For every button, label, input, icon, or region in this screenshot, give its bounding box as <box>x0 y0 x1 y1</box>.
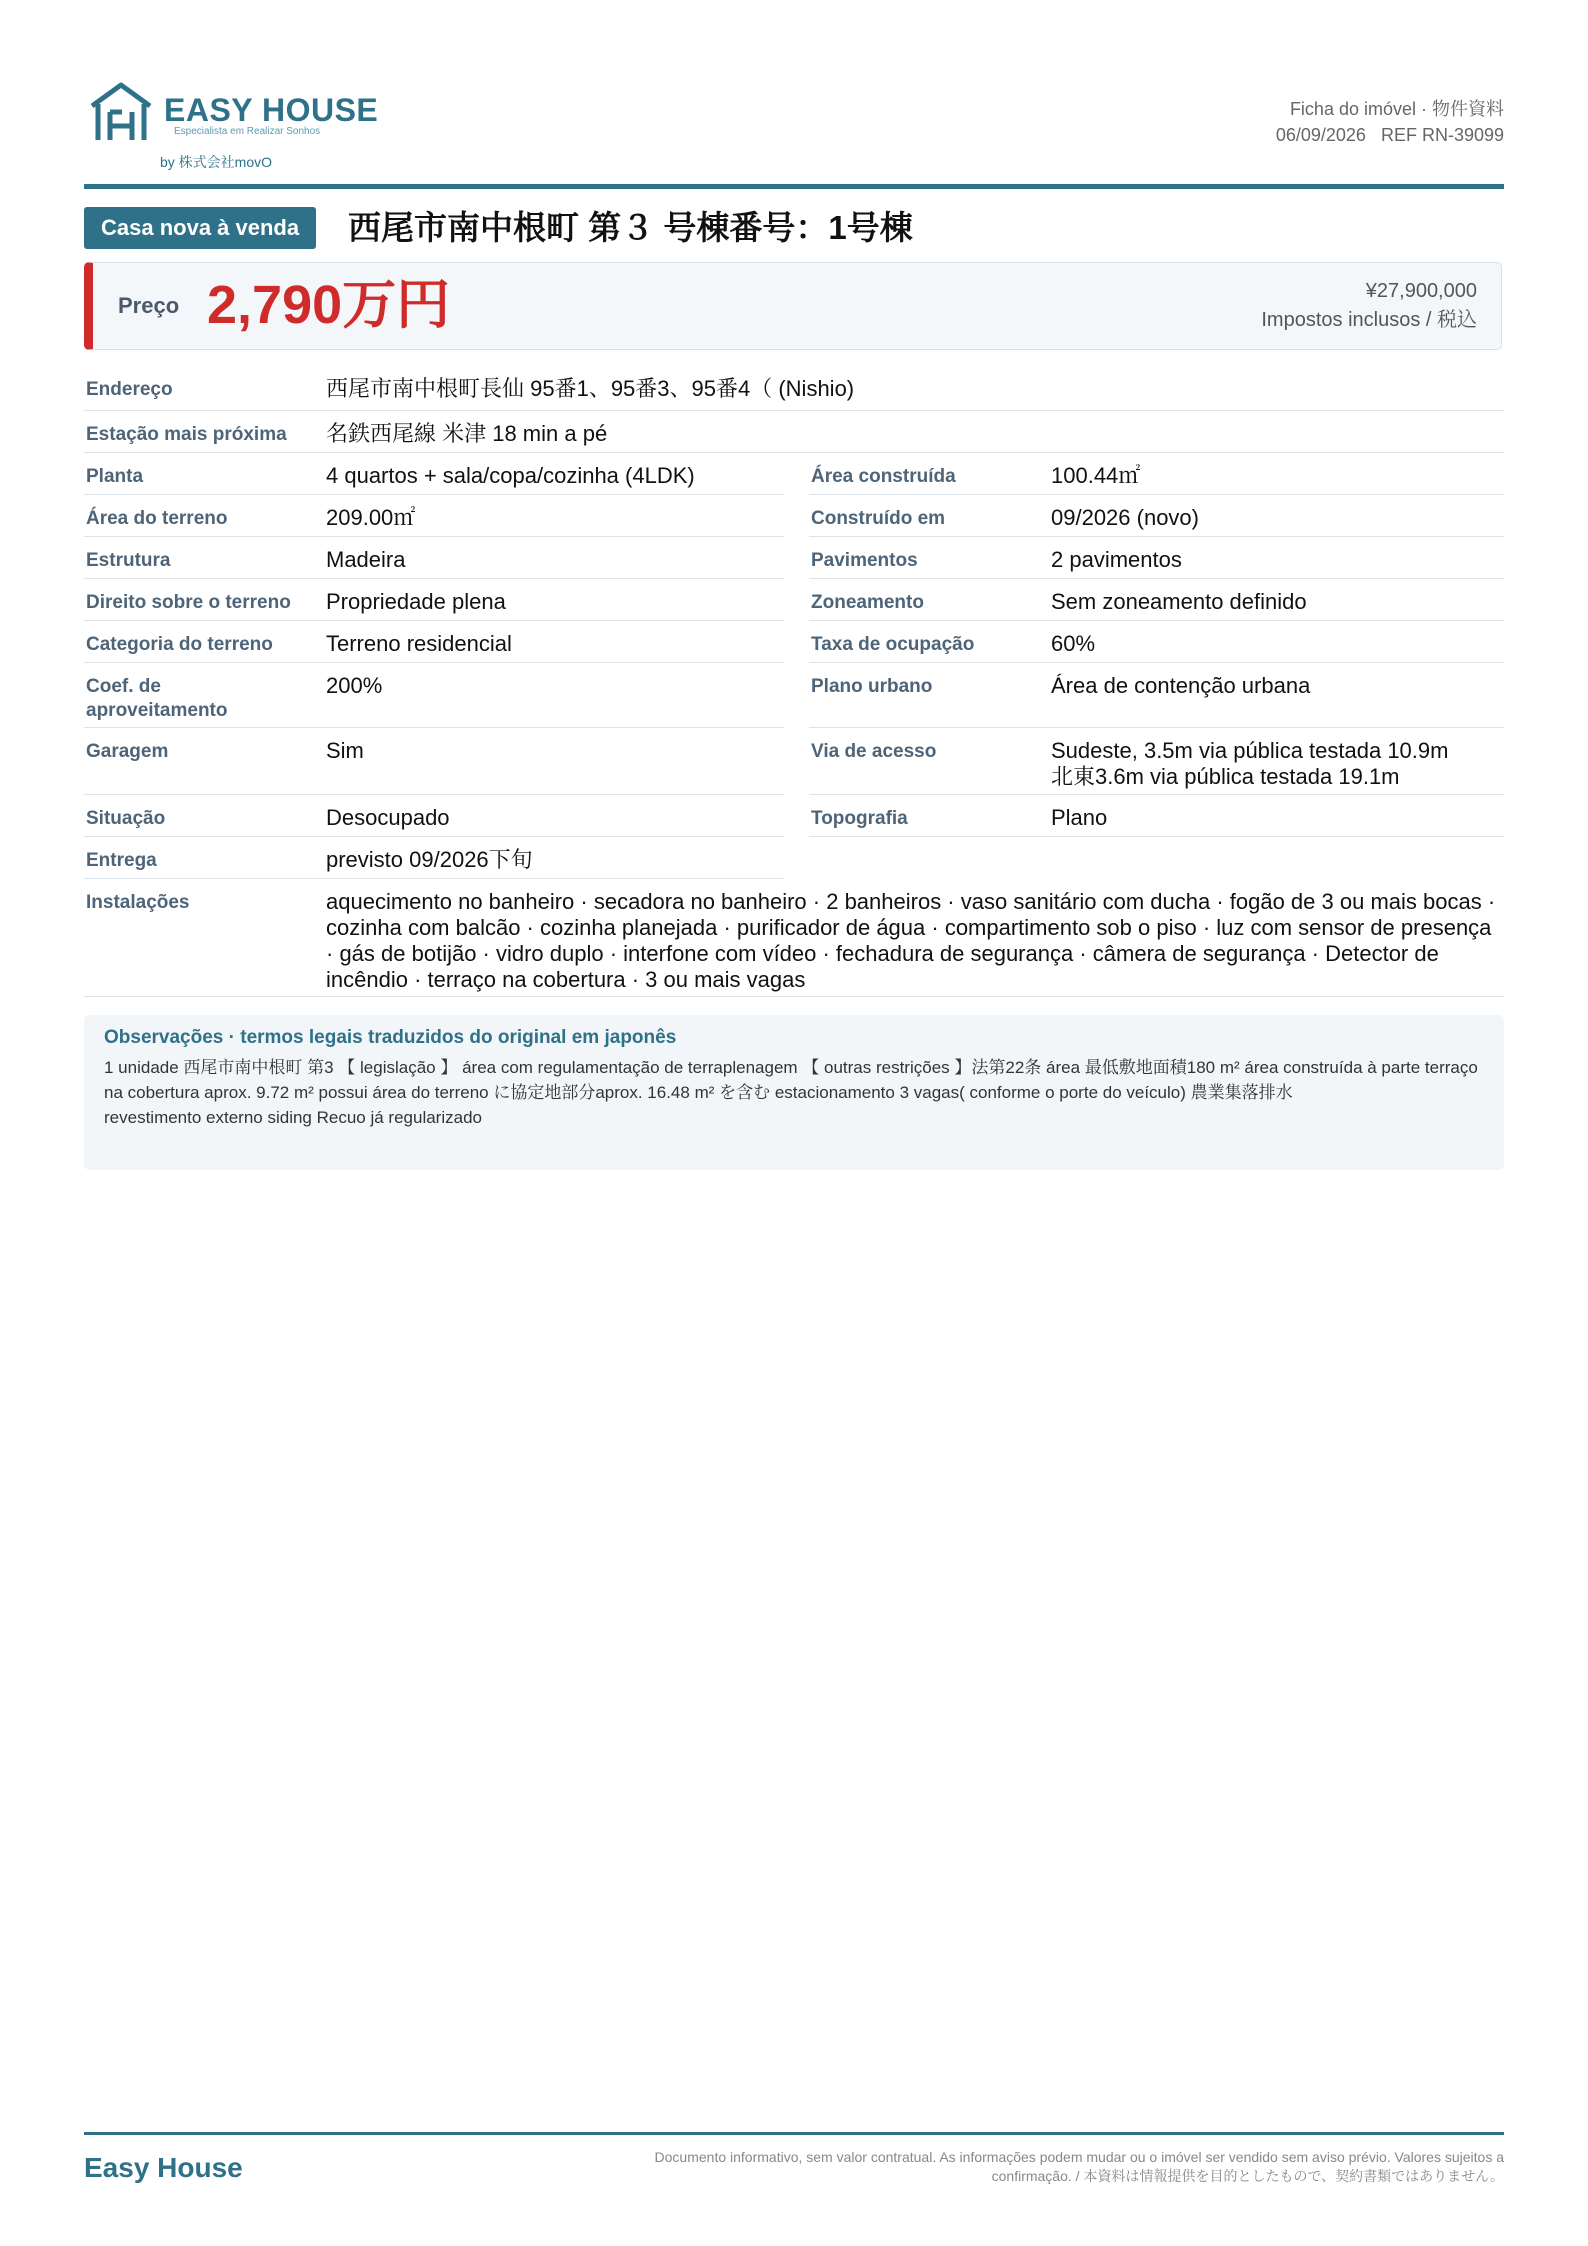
spec-label: Coef. de aproveitamento <box>86 676 228 721</box>
spec-label: Construído em <box>811 508 946 529</box>
spec-value: previsto 09/2026下旬 <box>326 847 533 872</box>
document-date: 06/09/2026 <box>1275 125 1366 145</box>
spec-value: 2 pavimentos <box>1051 547 1182 572</box>
spec-value: Desocupado <box>326 805 450 830</box>
spec-row-status <box>84 795 784 837</box>
spec-label: Zoneamento <box>811 592 924 613</box>
header <box>84 78 1504 186</box>
spec-row-floors <box>809 537 1504 579</box>
spec-label: Taxa de ocupação <box>811 634 975 655</box>
logo-tagline: Especialista em Realizar Sonhos <box>174 126 321 137</box>
price-tax-note: Impostos inclusos / 税込 <box>1261 309 1477 331</box>
spec-value: 名鉄西尾線 米津 18 min a pé <box>326 421 608 446</box>
spec-row-urban-plan <box>809 663 1504 728</box>
spec-label: Garagem <box>86 741 169 762</box>
spec-value: 09/2026 (novo) <box>1051 505 1199 530</box>
spec-label: Instalações <box>86 892 190 913</box>
spec-value: Propriedade plena <box>326 589 506 614</box>
spec-value: 100.44㎡ <box>1051 463 1141 488</box>
spec-row-structure <box>84 537 784 579</box>
spec-label: Área do terreno <box>86 508 228 529</box>
footer-disclaimer: Documento informativo, sem valor contratual. As informações podem mudar ou o imóvel ser vendido sem aviso prévio. Valores sujeitos a confirmação. / 本資料は情報提供を目的としたもので、契約書類ではありません。 <box>654 2149 1504 2184</box>
spec-value: aquecimento no banheiro · secadora no banheiro · 2 banheiros · vaso sanitário com ducha · fogão de 3 ou mais bocas · cozinha com balcão · cozinha planejada · purificador de água · compartimento sob o piso · luz com sensor de presença · gás de botijão · vidro duplo · interfone com vídeo · fechadura de segurança · câmera de segurança · Detector de incêndio · terraço na cobertura · 3 ou mais vagas <box>326 889 1496 992</box>
spec-label: Categoria do terreno <box>86 634 273 655</box>
spec-value: Área de contenção urbana <box>1051 673 1311 698</box>
listing-type-badge: Casa nova à venda <box>84 207 316 249</box>
spec-value: Sem zoneamento definido <box>1051 589 1307 614</box>
price-value: 2,790万円 <box>207 275 451 335</box>
title-row <box>84 207 1504 251</box>
spec-row-garage <box>84 728 784 795</box>
spec-value: Plano <box>1051 805 1108 830</box>
notes-line: revestimento externo siding Recuo já regularizado <box>104 1108 482 1127</box>
notes-title: Observações · termos legais traduzidos do original em japonês <box>104 1027 677 1048</box>
spec-value: Sim <box>326 738 364 763</box>
spec-row-layout <box>84 453 784 495</box>
spec-row-station <box>84 411 1504 453</box>
row-divider <box>809 836 1504 837</box>
spec-label: Plano urbano <box>811 676 933 697</box>
row-divider <box>84 996 1504 997</box>
house-logo-icon <box>88 82 154 142</box>
spec-row-built-in <box>809 495 1504 537</box>
logo-company: by 株式会社movO <box>160 154 273 170</box>
spec-row-address <box>84 366 1504 411</box>
spec-value: 200% <box>326 673 383 698</box>
footer-brand: Easy House <box>84 2152 243 2183</box>
document-type: Ficha do imóvel · 物件資料 <box>1289 99 1504 119</box>
spec-value: 209.00㎡ <box>326 505 416 530</box>
spec-label: Direito sobre o terreno <box>86 592 291 613</box>
property-title: 西尾市南中根町 第３ 号棟番号：1号棟 <box>348 209 913 246</box>
logo <box>88 82 428 182</box>
property-sheet <box>84 0 1504 2246</box>
price-yen: ¥27,900,000 <box>1365 280 1477 302</box>
spec-value: Madeira <box>326 547 406 572</box>
spec-row-land-category <box>84 621 784 663</box>
date-ref <box>1276 122 1504 148</box>
spec-value: Terreno residencial <box>326 631 512 656</box>
price-label: Preço <box>118 293 180 318</box>
spec-row-zoning <box>809 579 1504 621</box>
notes-box <box>84 1015 1504 1170</box>
spec-label: Estrutura <box>86 550 171 571</box>
spec-row-delivery <box>84 837 784 879</box>
document-meta <box>1276 96 1504 148</box>
spec-label: Endereço <box>86 379 173 400</box>
spec-value: 4 quartos + sala/copa/cozinha (4LDK) <box>326 463 695 488</box>
reference-number: REF RN-39099 <box>1380 125 1504 145</box>
spec-row-built-area <box>809 453 1504 495</box>
spec-label: Entrega <box>86 850 157 871</box>
spec-label: Via de acesso <box>811 741 937 762</box>
header-divider <box>84 184 1504 189</box>
price-detail <box>1261 277 1477 335</box>
price-box <box>84 262 1502 350</box>
spec-label: Situação <box>86 808 166 829</box>
logo-name: EASY HOUSE <box>164 92 379 128</box>
spec-label: Estação mais próxima <box>86 424 287 445</box>
spec-label: Topografia <box>811 808 908 829</box>
spec-row-facilities <box>84 879 1504 997</box>
notes-line: 1 unidade 西尾市南中根町 第3 【 legislação 】 área com regulamentação de terraplenagem 【 outras restrições 】法第22条 área 最低敷地面積180 m² área construída à parte terraço na cobertura aprox. 9.72 m² possui área do terreno に協定地部分aprox. 16.48 m² を含む estacionamento 3 vagas( conforme o porte do veículo) 農業集落排水 <box>104 1058 1478 1102</box>
spec-label: Planta <box>86 466 144 487</box>
spec-label: Área construída <box>811 466 956 487</box>
spec-row-topography <box>809 795 1504 837</box>
notes-body <box>104 1055 1484 1130</box>
spec-label: Pavimentos <box>811 550 918 571</box>
spec-row-access <box>809 728 1504 795</box>
access-road-2: 北東3.6m via pública testada 19.1m <box>1051 764 1400 789</box>
spec-value <box>1051 738 1501 790</box>
spec-value: 西尾市南中根町長仙 95番1、95番3、95番4（ (Nishio) <box>326 376 855 401</box>
spec-row-coverage <box>809 621 1504 663</box>
spec-value: 60% <box>1051 631 1096 656</box>
access-road-1: Sudeste, 3.5m via pública testada 10.9m <box>1051 738 1449 763</box>
footer-divider <box>84 2132 1504 2135</box>
spec-row-far <box>84 663 784 728</box>
spec-row-land-area <box>84 495 784 537</box>
spec-row-land-rights <box>84 579 784 621</box>
